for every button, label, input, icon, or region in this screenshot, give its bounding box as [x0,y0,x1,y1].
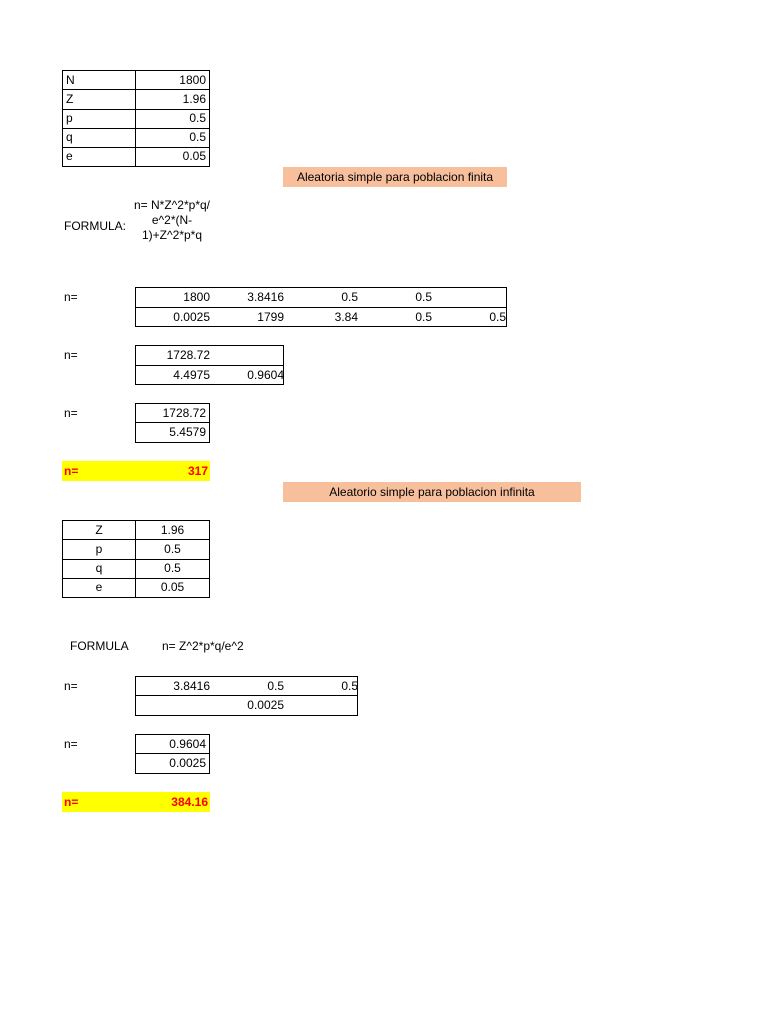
param-label-e: e [62,147,136,167]
param-label-n: N [62,70,136,90]
finite-formula-label: FORMULA: [64,219,127,233]
infinite-step1-r1c1: 3.8416 [173,679,210,693]
infinite-banner: Aleatorio simple para poblacion infinita [283,482,581,502]
finite-result [62,461,210,481]
param-value-z: 1.96 [136,90,210,110]
param-label-q: q [62,128,136,148]
infinite-step1-label: n= [64,679,78,693]
infinite-step1-r2: 0.0025 [247,698,284,712]
finite-step1-r1c4: 0.5 [415,290,432,304]
inf-param-value-z: 1.96 [136,520,210,540]
infinite-step1-r1c2: 0.5 [267,679,284,693]
finite-step2-r2c2: 0.9604 [247,368,284,382]
infinite-formula-label: FORMULA [70,639,129,653]
finite-step1-r2c2: 1799 [257,310,284,324]
infinite-step2-numerator: 0.9604 [135,734,210,754]
finite-step1-r2c3: 3.84 [334,310,358,324]
finite-banner: Aleatoria simple para poblacion finita [283,167,507,187]
finite-step1-r2c1: 0.0025 [173,310,210,324]
infinite-formula-text: n= Z^2*p*q/e^2 [162,639,244,653]
infinite-result-label: n= [64,795,79,809]
param-label-z: Z [62,90,136,110]
param-value-q: 0.5 [136,128,210,148]
finite-step2-r2c1: 4.4975 [173,368,210,382]
infinite-result-value: 384.16 [171,795,208,809]
inf-param-label-q: q [62,559,136,579]
finite-step1-label: n= [64,290,78,304]
finite-step2-r1c1: 1728.72 [166,348,210,362]
finite-step1-r1c2: 3.8416 [247,290,284,304]
infinite-step2-label: n= [64,737,78,751]
finite-step2-label: n= [64,348,78,362]
param-label-p: p [62,109,136,129]
inf-param-label-e: e [62,578,136,598]
finite-step1-r2c5: 0.5 [489,310,506,324]
finite-result-value: 317 [187,464,208,478]
inf-param-value-e: 0.05 [136,578,210,598]
finite-formula-text: n= N*Z^2*p*q/ e^2*(N-1)+Z^2*p*q [133,198,210,242]
finite-step3-denominator: 5.4579 [135,423,210,443]
finite-step3-label: n= [64,406,78,420]
finite-step1-r1c1: 1800 [183,290,210,304]
infinite-result [62,792,210,812]
finite-step1-r2c4: 0.5 [415,310,432,324]
infinite-step1-r1c3: 0.5 [341,679,358,693]
finite-result-label: n= [64,464,79,478]
inf-param-value-q: 0.5 [136,559,210,579]
infinite-step2-denominator: 0.0025 [135,754,210,774]
inf-param-value-p: 0.5 [136,540,210,560]
inf-param-label-p: p [62,540,136,560]
param-value-p: 0.5 [136,109,210,129]
param-value-e: 0.05 [136,147,210,167]
inf-param-label-z: Z [62,520,136,540]
finite-step1-r1c3: 0.5 [341,290,358,304]
finite-step3-numerator: 1728.72 [135,403,210,423]
param-value-n: 1800 [136,70,210,90]
